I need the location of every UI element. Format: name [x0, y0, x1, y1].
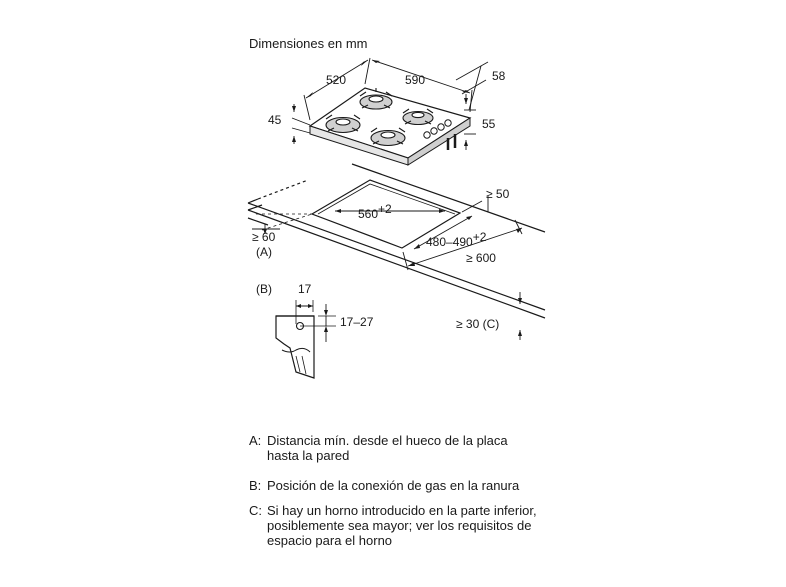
label-side-min: ≥ 600 — [466, 251, 496, 265]
label-front-min-ref: (A) — [256, 245, 272, 259]
label-worktop-min: ≥ 30 (C) — [456, 317, 500, 331]
label-cutout-width: 560+2 — [358, 202, 392, 221]
label-detail-width: 17 — [298, 282, 312, 296]
label-hob-depth: 520 — [326, 73, 347, 87]
label-cutout-depth: 480–490+2 — [426, 230, 487, 249]
legend-key: C: — [249, 503, 262, 518]
diagram-title: Dimensiones en mm — [249, 36, 368, 51]
legend-key: B: — [249, 478, 262, 493]
label-height: 45 — [268, 113, 282, 127]
label-front-min: ≥ 60 — [252, 230, 276, 244]
legend-item-a — [249, 433, 537, 463]
label-gas-depth: 55 — [482, 117, 496, 131]
legend-item-b — [249, 478, 537, 493]
legend-text: Posición de la conexión de gas en la ranura — [267, 478, 520, 493]
label-detail-ref: (B) — [256, 282, 272, 296]
label-rear-min: ≥ 50 — [486, 187, 510, 201]
legend-text: Si hay un horno introducido en la parte inferior, posiblemente sea mayor; ver los requisitos de espacio para el horno — [267, 503, 537, 548]
legend-key: A: — [249, 433, 262, 448]
label-detail-height: 17–27 — [340, 315, 374, 329]
label-side-offset: 58 — [492, 69, 506, 83]
legend-item-c — [249, 503, 537, 548]
legend-text: Distancia mín. desde el hueco de la placa hasta la pared — [267, 433, 508, 463]
label-hob-width: 590 — [405, 73, 426, 87]
hob-drawing — [310, 88, 470, 165]
